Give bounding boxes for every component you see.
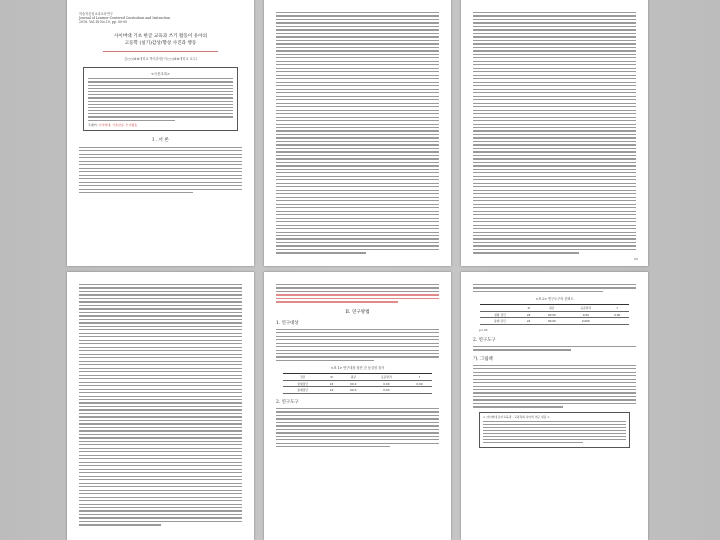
participants-text <box>276 329 439 362</box>
page-number: 00 <box>634 257 638 261</box>
content-box-title: < 사이버대 유아교육과 - 교과목의 사이버 연구 내용 > <box>483 414 550 419</box>
instruments-text <box>276 408 439 448</box>
table-cell: 24 <box>323 380 341 387</box>
table-cell: 0.00 <box>366 387 406 394</box>
subsection-picture-books: 가. 그림책 <box>473 356 493 362</box>
abstract-title: <국문초록> <box>151 72 170 77</box>
table-header-cell: 집단 <box>283 374 323 381</box>
table-cell: 00.00 <box>537 311 567 318</box>
table-cell: 24 <box>323 387 341 394</box>
table-cell: 실험집단 <box>283 380 323 387</box>
document-page-5 <box>264 272 451 540</box>
table-1-caption: <표 1> 연구대상 집단 간 동질성 검사 <box>330 366 385 371</box>
journal-volume: 2018. Vol.18 No.10, pp. 00-00 <box>79 20 128 24</box>
table-header-cell: N <box>323 374 341 381</box>
table-cell: 00.0 <box>340 380 366 387</box>
document-page-4 <box>67 272 254 540</box>
authors: 김○○(##대학교 박사과정)·이○○(##대학교 교수) <box>124 57 197 62</box>
table-header-cell: t <box>407 374 433 381</box>
table-1 <box>283 373 433 394</box>
section-heading-introduction: I . 서 론 <box>152 137 169 143</box>
section-heading-methods: II. 연구방법 <box>345 309 370 315</box>
subtitle-placeholder <box>103 51 218 52</box>
table-header-cell: N <box>520 305 537 312</box>
table-cell: 0.00 <box>366 380 406 387</box>
table-cell: 24 <box>520 318 537 325</box>
picture-books-text <box>473 365 636 408</box>
table-row <box>283 387 433 394</box>
table-cell <box>407 387 433 394</box>
body-text <box>473 12 636 254</box>
table-cell: 0.00 <box>407 380 433 387</box>
table-header-cell: 표준편차 <box>567 305 605 312</box>
body-text <box>79 284 242 526</box>
keywords-value: 사이버대, 기초한글, 쓰기활동 <box>98 122 138 127</box>
table-row <box>480 311 630 318</box>
body-text-top <box>276 284 439 292</box>
table-header-cell: 평균 <box>340 374 366 381</box>
content-box <box>479 412 630 448</box>
instruments-text <box>473 346 636 351</box>
document-page-1 <box>67 0 254 266</box>
table-2-note: p<.05 <box>479 327 488 332</box>
table-cell: 실험 집단 <box>480 311 521 318</box>
abstract-box <box>83 67 238 131</box>
table-cell: 0.00 <box>567 311 605 318</box>
subsection-participants: 1. 연구대상 <box>276 320 299 326</box>
document-page-6 <box>461 272 648 540</box>
table-row <box>480 318 630 325</box>
keywords-line <box>88 123 233 127</box>
document-page-2 <box>264 0 451 266</box>
table-row <box>283 380 433 387</box>
paper-title-line-1: 사이버대 기초 한글 교육과 쓰기 활동이 유아의 <box>113 34 208 39</box>
table-cell: 00.0 <box>340 387 366 394</box>
table-cell: 통제 집단 <box>480 318 521 325</box>
table-header-row <box>480 305 630 312</box>
keywords-label: 주제어: <box>88 122 99 127</box>
highlighted-text <box>276 294 439 302</box>
table-header-cell: 표준편차 <box>366 374 406 381</box>
journal-name-korean: 학습자중심교과교육연구 <box>79 12 113 16</box>
abstract-text <box>88 78 233 121</box>
table-2 <box>480 304 630 325</box>
subsection-instruments: 2. 연구도구 <box>276 399 299 405</box>
table-cell: 통제집단 <box>283 387 323 394</box>
body-text-top <box>473 284 636 292</box>
table-header-cell: 평균 <box>537 305 567 312</box>
subsection-instruments: 2. 연구도구 <box>473 337 496 343</box>
table-cell: 00.00 <box>537 318 567 325</box>
paper-title-line-2: 고등학 (실기)감상/향상 사진과 행동 <box>124 41 197 46</box>
body-text <box>79 147 242 193</box>
table-cell: 24 <box>520 311 537 318</box>
table-header-cell: t <box>605 305 630 312</box>
table-2-caption: <표 2> 연구도구의 신뢰도 <box>535 297 574 302</box>
table-header-row <box>283 374 433 381</box>
body-text <box>276 12 439 254</box>
table-cell: 0.00 <box>605 311 630 318</box>
table-cell <box>605 318 630 325</box>
table-header-cell <box>480 305 521 312</box>
document-page-3 <box>461 0 648 266</box>
table-cell: 0.000 <box>567 318 605 325</box>
journal-name-english: Journal of Learner-Centered Curriculum and Instruction <box>79 16 171 20</box>
